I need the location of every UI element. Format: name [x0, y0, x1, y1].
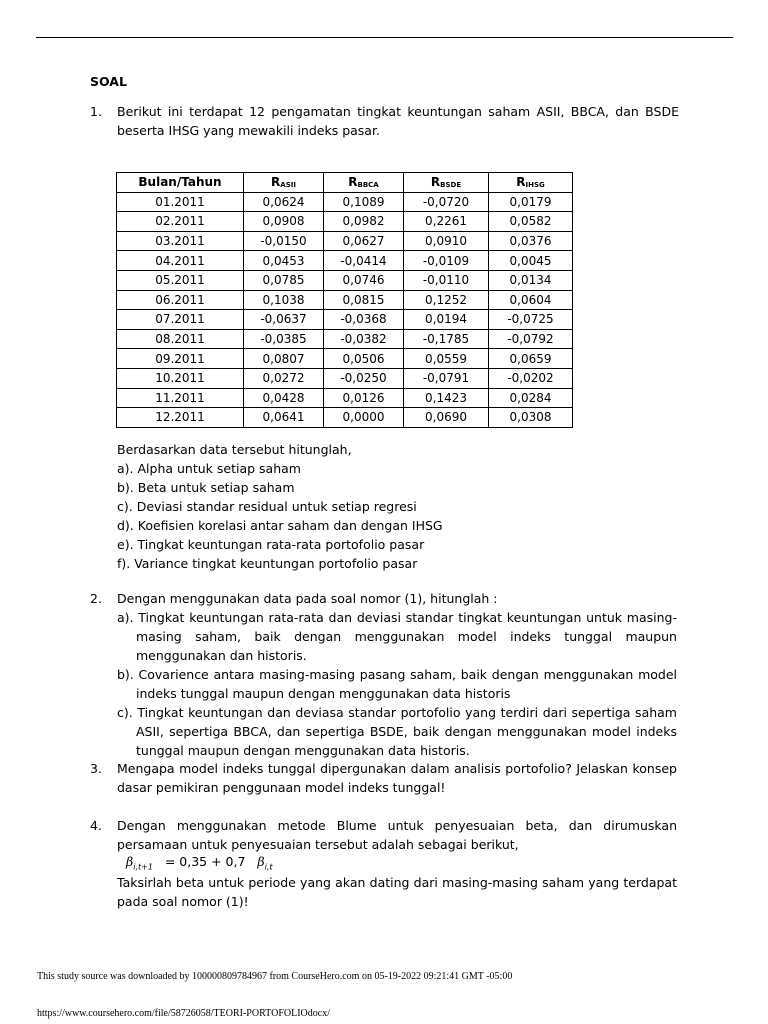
header-r-asii [244, 173, 324, 193]
table-row [117, 388, 573, 408]
table-cell: 0,0807 [244, 349, 324, 369]
returns-table [116, 172, 573, 428]
header-main: R [430, 175, 441, 190]
table-cell: 11.2011 [117, 388, 244, 408]
q1-number: 1. [90, 104, 102, 119]
table-row [117, 408, 573, 428]
table-cell: 12.2011 [117, 408, 244, 428]
table-cell: 0,0045 [489, 251, 573, 271]
q1-task-d: d). Koefisien korelasi antar saham dan dengan IHSG [117, 518, 443, 533]
table-cell: 0,0910 [404, 231, 489, 251]
table-cell: 0,0982 [324, 212, 404, 232]
table-row [117, 368, 573, 388]
table-cell: 08.2011 [117, 329, 244, 349]
header-sub: BBCA [357, 181, 379, 190]
table-row [117, 192, 573, 212]
formula-lhs-beta: β [126, 854, 134, 869]
table-cell: 02.2011 [117, 212, 244, 232]
q2-intro: Dengan menggunakan data pada soal nomor (1), hitunglah : [117, 591, 498, 606]
table-cell: 0,0908 [244, 212, 324, 232]
table-cell: 0,0582 [489, 212, 573, 232]
q2-item-a [117, 608, 677, 665]
q1-task-c: c). Deviasi standar residual untuk setiap regresi [117, 499, 417, 514]
q1-task-f: f). Variance tingkat keuntungan portofolio pasar [117, 556, 418, 571]
q1-task-a: a). Alpha untuk setiap saham [117, 461, 301, 476]
table-cell: 0,0604 [489, 290, 573, 310]
table-cell: -0,0250 [324, 368, 404, 388]
table-cell: 0,0126 [324, 388, 404, 408]
q3-text: Mengapa model indeks tunggal dipergunakan dalam analisis portofolio? Jelaskan konsep dasar pemikiran penggunaan model indeks tunggal! [117, 761, 677, 795]
formula-rhs-sub: i,t [264, 862, 273, 872]
table-cell: 0,0746 [324, 270, 404, 290]
table-row [117, 349, 573, 369]
blume-formula [126, 854, 273, 872]
table-cell: -0,0792 [489, 329, 573, 349]
table-row [117, 290, 573, 310]
source-url[interactable]: https://www.coursehero.com/file/58726058/TEORI-PORTOFOLIOdocx/ [37, 1008, 330, 1019]
table-cell: 0,1089 [324, 192, 404, 212]
top-rule [36, 37, 733, 38]
q2-number: 2. [90, 591, 102, 606]
header-sub: ASII [280, 181, 296, 190]
table-header-row [117, 173, 573, 193]
table-cell: 0,0453 [244, 251, 324, 271]
q2-item-c-text: Tingkat keuntungan dan deviasa standar portofolio yang terdiri dari sepertiga saham ASII, sepertiga BBCA, dan sepertiga BSDE, baik dengan menggunakan model indeks tunggal maupun dengan menggunakan data historis. [136, 705, 677, 758]
table-cell: 0,0641 [244, 408, 324, 428]
table-cell: 10.2011 [117, 368, 244, 388]
table-cell: 0,0308 [489, 408, 573, 428]
table-cell: -0,0109 [404, 251, 489, 271]
table-cell: -0,1785 [404, 329, 489, 349]
table-cell: -0,0791 [404, 368, 489, 388]
table-cell: 0,0659 [489, 349, 573, 369]
table-row [117, 231, 573, 251]
header-r-bbca [324, 173, 404, 193]
q1-tasks [117, 440, 677, 573]
formula-mid: = 0,35 + 0,7 [164, 854, 246, 869]
page-title: SOAL [90, 74, 127, 89]
table-row [117, 310, 573, 330]
table-cell: 0,0815 [324, 290, 404, 310]
table-cell: -0,0725 [489, 310, 573, 330]
table-cell: 01.2011 [117, 192, 244, 212]
table-cell: 0,0284 [489, 388, 573, 408]
q1-task-intro: Berdasarkan data tersebut hitunglah, [117, 442, 352, 457]
table-cell: 05.2011 [117, 270, 244, 290]
table-cell: 0,0134 [489, 270, 573, 290]
header-sub: IHSG [525, 181, 545, 190]
q2-item-a-label: a). [117, 610, 134, 625]
table-cell: 0,1252 [404, 290, 489, 310]
table-cell: 03.2011 [117, 231, 244, 251]
table-cell: 0,0627 [324, 231, 404, 251]
table-cell: -0,0110 [404, 270, 489, 290]
download-note: This study source was downloaded by 100000809784967 from CourseHero.com on 05-19-2022 09:21:41 GMT -05:00 [37, 971, 513, 982]
table-cell: 07.2011 [117, 310, 244, 330]
q2-item-a-text: Tingkat keuntungan rata-rata dan deviasi standar tingkat keuntungan untuk masing-masing saham, baik dengan menggunakan model indeks tunggal maupun menggunakan dan historis. [136, 610, 677, 663]
table-cell: 0,2261 [404, 212, 489, 232]
table-cell: -0,0414 [324, 251, 404, 271]
header-main: R [348, 175, 358, 190]
table-cell: 0,0690 [404, 408, 489, 428]
table-cell: 09.2011 [117, 349, 244, 369]
header-sub: BSDE [440, 181, 462, 190]
q1-task-b: b). Beta untuk setiap saham [117, 480, 295, 495]
table-cell: 0,0785 [244, 270, 324, 290]
table-cell: -0,0150 [244, 231, 324, 251]
q3-number: 3. [90, 761, 102, 776]
table-cell: 0,0376 [489, 231, 573, 251]
q2-item-b-label: b). [117, 667, 134, 682]
table-cell: -0,0202 [489, 368, 573, 388]
header-main: Bulan/Tahun [138, 175, 222, 190]
q4-text: Dengan menggunakan metode Blume untuk penyesuaian beta, dan dirumuskan persamaan untuk penyesuaian tersebut adalah sebagai berikut, [117, 818, 677, 852]
table-cell: -0,0720 [404, 192, 489, 212]
header-r-bsde [404, 173, 489, 193]
table-cell: 0,0559 [404, 349, 489, 369]
q2-item-c [117, 703, 677, 760]
header-main: R [516, 175, 526, 190]
table-cell: -0,0368 [324, 310, 404, 330]
q1-intro: Berikut ini terdapat 12 pengamatan tingkat keuntungan saham ASII, BBCA, dan BSDE beserta IHSG yang mewakili indeks pasar. [117, 104, 679, 138]
table-cell: -0,0637 [244, 310, 324, 330]
formula-lhs-sub: i,t+1 [133, 862, 153, 872]
table-cell: 0,1038 [244, 290, 324, 310]
formula-rhs-beta: β [257, 854, 265, 869]
q1-task-e: e). Tingkat keuntungan rata-rata portofolio pasar [117, 537, 425, 552]
header-main: R [271, 175, 281, 190]
q4-number: 4. [90, 818, 102, 833]
table-row [117, 212, 573, 232]
table-cell: 0,0000 [324, 408, 404, 428]
table-cell: 0,0179 [489, 192, 573, 212]
table-row [117, 270, 573, 290]
table-row [117, 329, 573, 349]
header-r-ihsg [489, 173, 573, 193]
q2-item-b-text: Covarience antara masing-masing pasang saham, baik dengan menggunakan model indeks tunggal maupun dengan menggunakan data historis [136, 667, 677, 701]
table-cell: 06.2011 [117, 290, 244, 310]
table-cell: 0,1423 [404, 388, 489, 408]
q2-body [117, 589, 677, 760]
table-cell: -0,0385 [244, 329, 324, 349]
q4-text2: Taksirlah beta untuk periode yang akan dating dari masing-masing saham yang terdapat pada soal nomor (1)! [117, 875, 677, 909]
table-cell: 0,0624 [244, 192, 324, 212]
table-cell: 04.2011 [117, 251, 244, 271]
table-cell: 0,0428 [244, 388, 324, 408]
table-cell: 0,0194 [404, 310, 489, 330]
q2-item-b [117, 665, 677, 703]
table-cell: 0,0272 [244, 368, 324, 388]
table-cell: 0,0506 [324, 349, 404, 369]
q2-item-c-label: c). [117, 705, 133, 720]
header-bulan-tahun [117, 173, 244, 193]
table-cell: -0,0382 [324, 329, 404, 349]
table-row [117, 251, 573, 271]
